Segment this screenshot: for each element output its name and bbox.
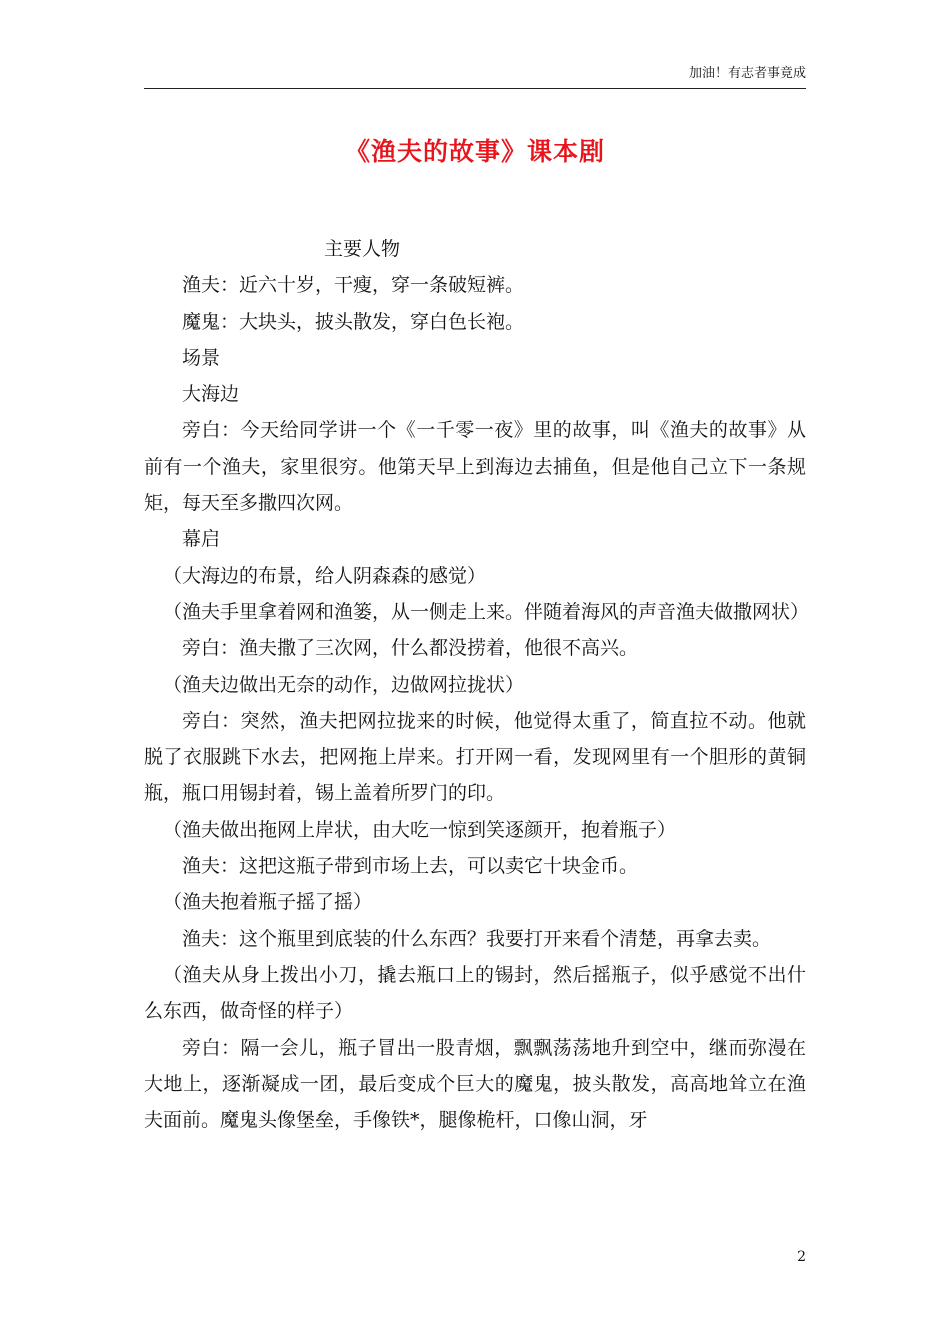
paragraph: 旁白：隔一会儿，瓶子冒出一股青烟，飘飘荡荡地升到空中，继而弥漫在大地上，逐渐凝成一团，最后变成个巨大的魔鬼，披头散发，高高地耸立在渔夫面前。魔鬼头像堡垒，手像铁*，腿像桅杆，口像山洞，牙: [144, 1036, 806, 1132]
paragraph: 渔夫：这个瓶里到底装的什么东西？我要打开来看个清楚，再拿去卖。: [182, 927, 772, 950]
paragraph: 魔鬼：大块头，披头散发，穿白色长袍。: [182, 310, 525, 333]
paragraph: 旁白：今天给同学讲一个《一千零一夜》里的故事，叫《渔夫的故事》从前有一个渔夫，家里很穷。他第天早上到海边去捕鱼，但是他自己立下一条规矩，每天至多撒四次网。: [144, 419, 806, 515]
stage-direction: （渔夫边做出无奈的动作，边做网拉拢状）: [163, 673, 525, 696]
paragraph: 渔夫：近六十岁，干瘦，穿一条破短裤。: [182, 274, 525, 297]
document-title: 《渔夫的故事》课本剧: [344, 137, 605, 166]
stage-direction: （渔夫手里拿着网和渔篓，从一侧走上来。伴随着海风的声音渔夫做撒网状）: [163, 600, 810, 623]
paragraph: 主要人物: [324, 238, 401, 260]
paragraph: 旁白：渔夫撒了三次网，什么都没捞着，他很不高兴。: [182, 637, 639, 660]
paragraph: 旁白：突然，渔夫把网拉拢来的时候，他觉得太重了，简直拉不动。他就脱了衣服跳下水去，把网拖上岸来。打开网一看，发现网里有一个胆形的黄铜瓶，瓶口用锡封着，锡上盖着所罗门的印。: [144, 709, 806, 805]
document-body: [144, 231, 810, 1138]
paragraph: 大海边: [182, 383, 240, 406]
stage-direction: （渔夫做出拖网上岸状，由大吃一惊到笑逐颜开，抱着瓶子）: [163, 818, 677, 841]
paragraph: 场景: [182, 346, 221, 369]
stage-direction: （渔夫从身上拨出小刀，撬去瓶口上的锡封，然后摇瓶子，似乎感觉不出什么东西，做奇怪的样子）: [144, 963, 806, 1023]
page-number: 2: [797, 1249, 806, 1265]
header-motto: 加油！有志者事竟成: [688, 66, 806, 81]
paragraph: 幕启: [182, 528, 221, 551]
stage-direction: （大海边的布景，给人阴森森的感觉）: [163, 564, 487, 587]
page-header: [144, 66, 806, 89]
stage-direction: （渔夫抱着瓶子摇了摇）: [163, 891, 373, 914]
paragraph: 渔夫：这把这瓶子带到市场上去，可以卖它十块金币。: [182, 855, 639, 878]
